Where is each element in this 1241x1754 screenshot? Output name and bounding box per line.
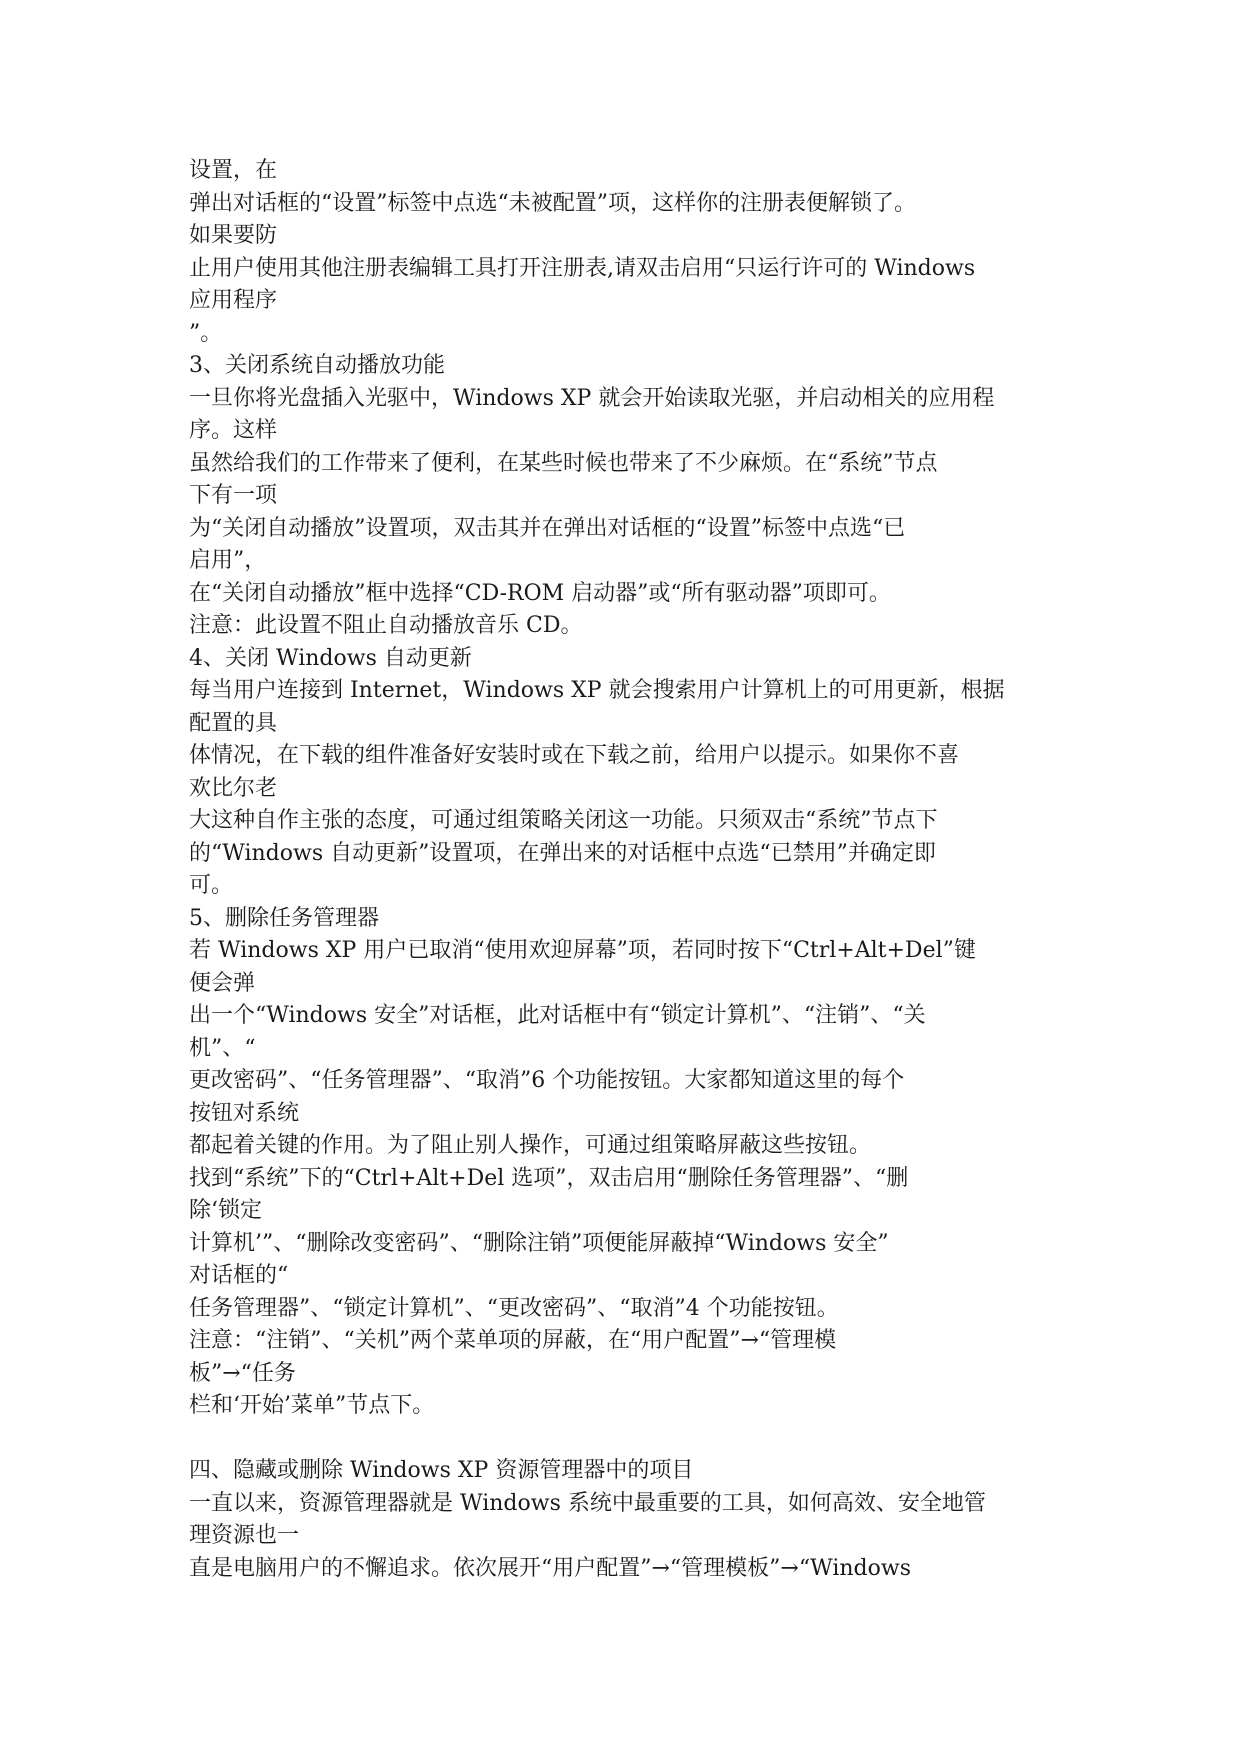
text-line: 理资源也一 [189,1523,300,1548]
text-line: 可。 [189,873,234,898]
text-line: 止用户使用其他注册表编辑工具打开注册表,请双击启用“只运行许可的 Windows [189,255,976,281]
section-heading: 5、删除任务管理器 [189,905,379,931]
text-line: 一直以来，资源管理器就是 Windows 系统中最重要的工具，如何高效、安全地管 [189,1490,986,1516]
text-line: 若 Windows XP 用户已取消“使用欢迎屏幕”项，若同时按下“Ctrl+Alt+Del”键 [189,938,976,963]
text-line: 为“关闭自动播放”设置项，双击其并在弹出对话框的“设置”标签中点选“已 [189,515,906,541]
text-line: 便会弹 [189,970,256,996]
text-line: 找到“系统”下的“Ctrl+Alt+Del 选项”，双击启用“删除任务管理器”、“删 [189,1165,909,1191]
text-line: 出一个“Windows 安全”对话框，此对话框中有“锁定计算机”、“注销”、“关 [189,1003,926,1028]
text-line: 大这种自作主张的态度，可通过组策略关闭这一功能。只须双击“系统”节点下 [189,808,938,833]
text-line: 栏和‘开始’菜单”节点下。 [189,1393,435,1418]
text-line: 更改密码”、“任务管理器”、“取消”6 个功能按钮。大家都知道这里的每个 [189,1068,905,1093]
section-heading: 四、隐藏或删除 Windows XP 资源管理器中的项目 [189,1458,694,1483]
note-line: 注意：此设置不阻止自动播放音乐 CD。 [189,613,583,638]
blank-line [189,1423,1069,1456]
text-line: 启用”， [189,548,267,573]
section-heading: 4、关闭 Windows 自动更新 [189,645,472,671]
text-line: 一旦你将光盘插入光驱中，Windows XP 就会开始读取光驱，并启动相关的应用程 [189,385,995,411]
text-line: 每当用户连接到 Internet，Windows XP 就会搜索用户计算机上的可用更新，根据 [189,678,1005,703]
text-line: 体情况，在下载的组件准备好安装时或在下载之前，给用户以提示。如果你不喜 [189,743,960,768]
text-line: ”。 [189,320,223,346]
text-line: 任务管理器”、“锁定计算机”、“更改密码”、“取消”4 个功能按钮。 [189,1295,839,1321]
note-line: 注意：“注销”、“关机”两个菜单项的屏蔽，在“用户配置”→“管理模 [189,1328,837,1353]
text-line: 应用程序 [189,288,278,313]
text-line: 虽然给我们的工作带来了便利，在某些时候也带来了不少麻烦。在“系统”节点 [189,450,938,476]
text-line: 对话框的“ [189,1263,289,1288]
text-line: 机”、“ [189,1035,256,1061]
document-body [189,155,1069,1585]
text-line: 直是电脑用户的不懈追求。依次展开“用户配置”→“管理模板”→“Windows [189,1555,911,1581]
text-line: 配置的具 [189,710,278,736]
text-line: 除‘锁定 [189,1198,262,1223]
text-line: 的“Windows 自动更新”设置项，在弹出来的对话框中点选“已禁用”并确定即 [189,840,936,866]
text-line: 如果要防 [189,223,278,248]
text-line: 设置，在 [189,158,278,183]
text-line: 下有一项 [189,483,278,508]
text-line: 按钮对系统 [189,1100,300,1126]
text-line: 序。这样 [189,418,278,443]
text-line: 计算机’”、“删除改变密码”、“删除注销”项便能屏蔽掉“Windows 安全” [189,1230,889,1256]
text-line: 在“关闭自动播放”框中选择“CD-ROM 启动器”或“所有驱动器”项即可。 [189,580,891,606]
text-line: 都起着关键的作用。为了阻止别人操作，可通过组策略屏蔽这些按钮。 [189,1133,872,1158]
section-heading: 3、关闭系统自动播放功能 [189,353,445,378]
text-line: 欢比尔老 [189,775,278,801]
text-line: 板”→“任务 [189,1360,296,1386]
text-line: 弹出对话框的“设置”标签中点选“未被配置”项，这样你的注册表便解锁了。 [189,190,916,216]
